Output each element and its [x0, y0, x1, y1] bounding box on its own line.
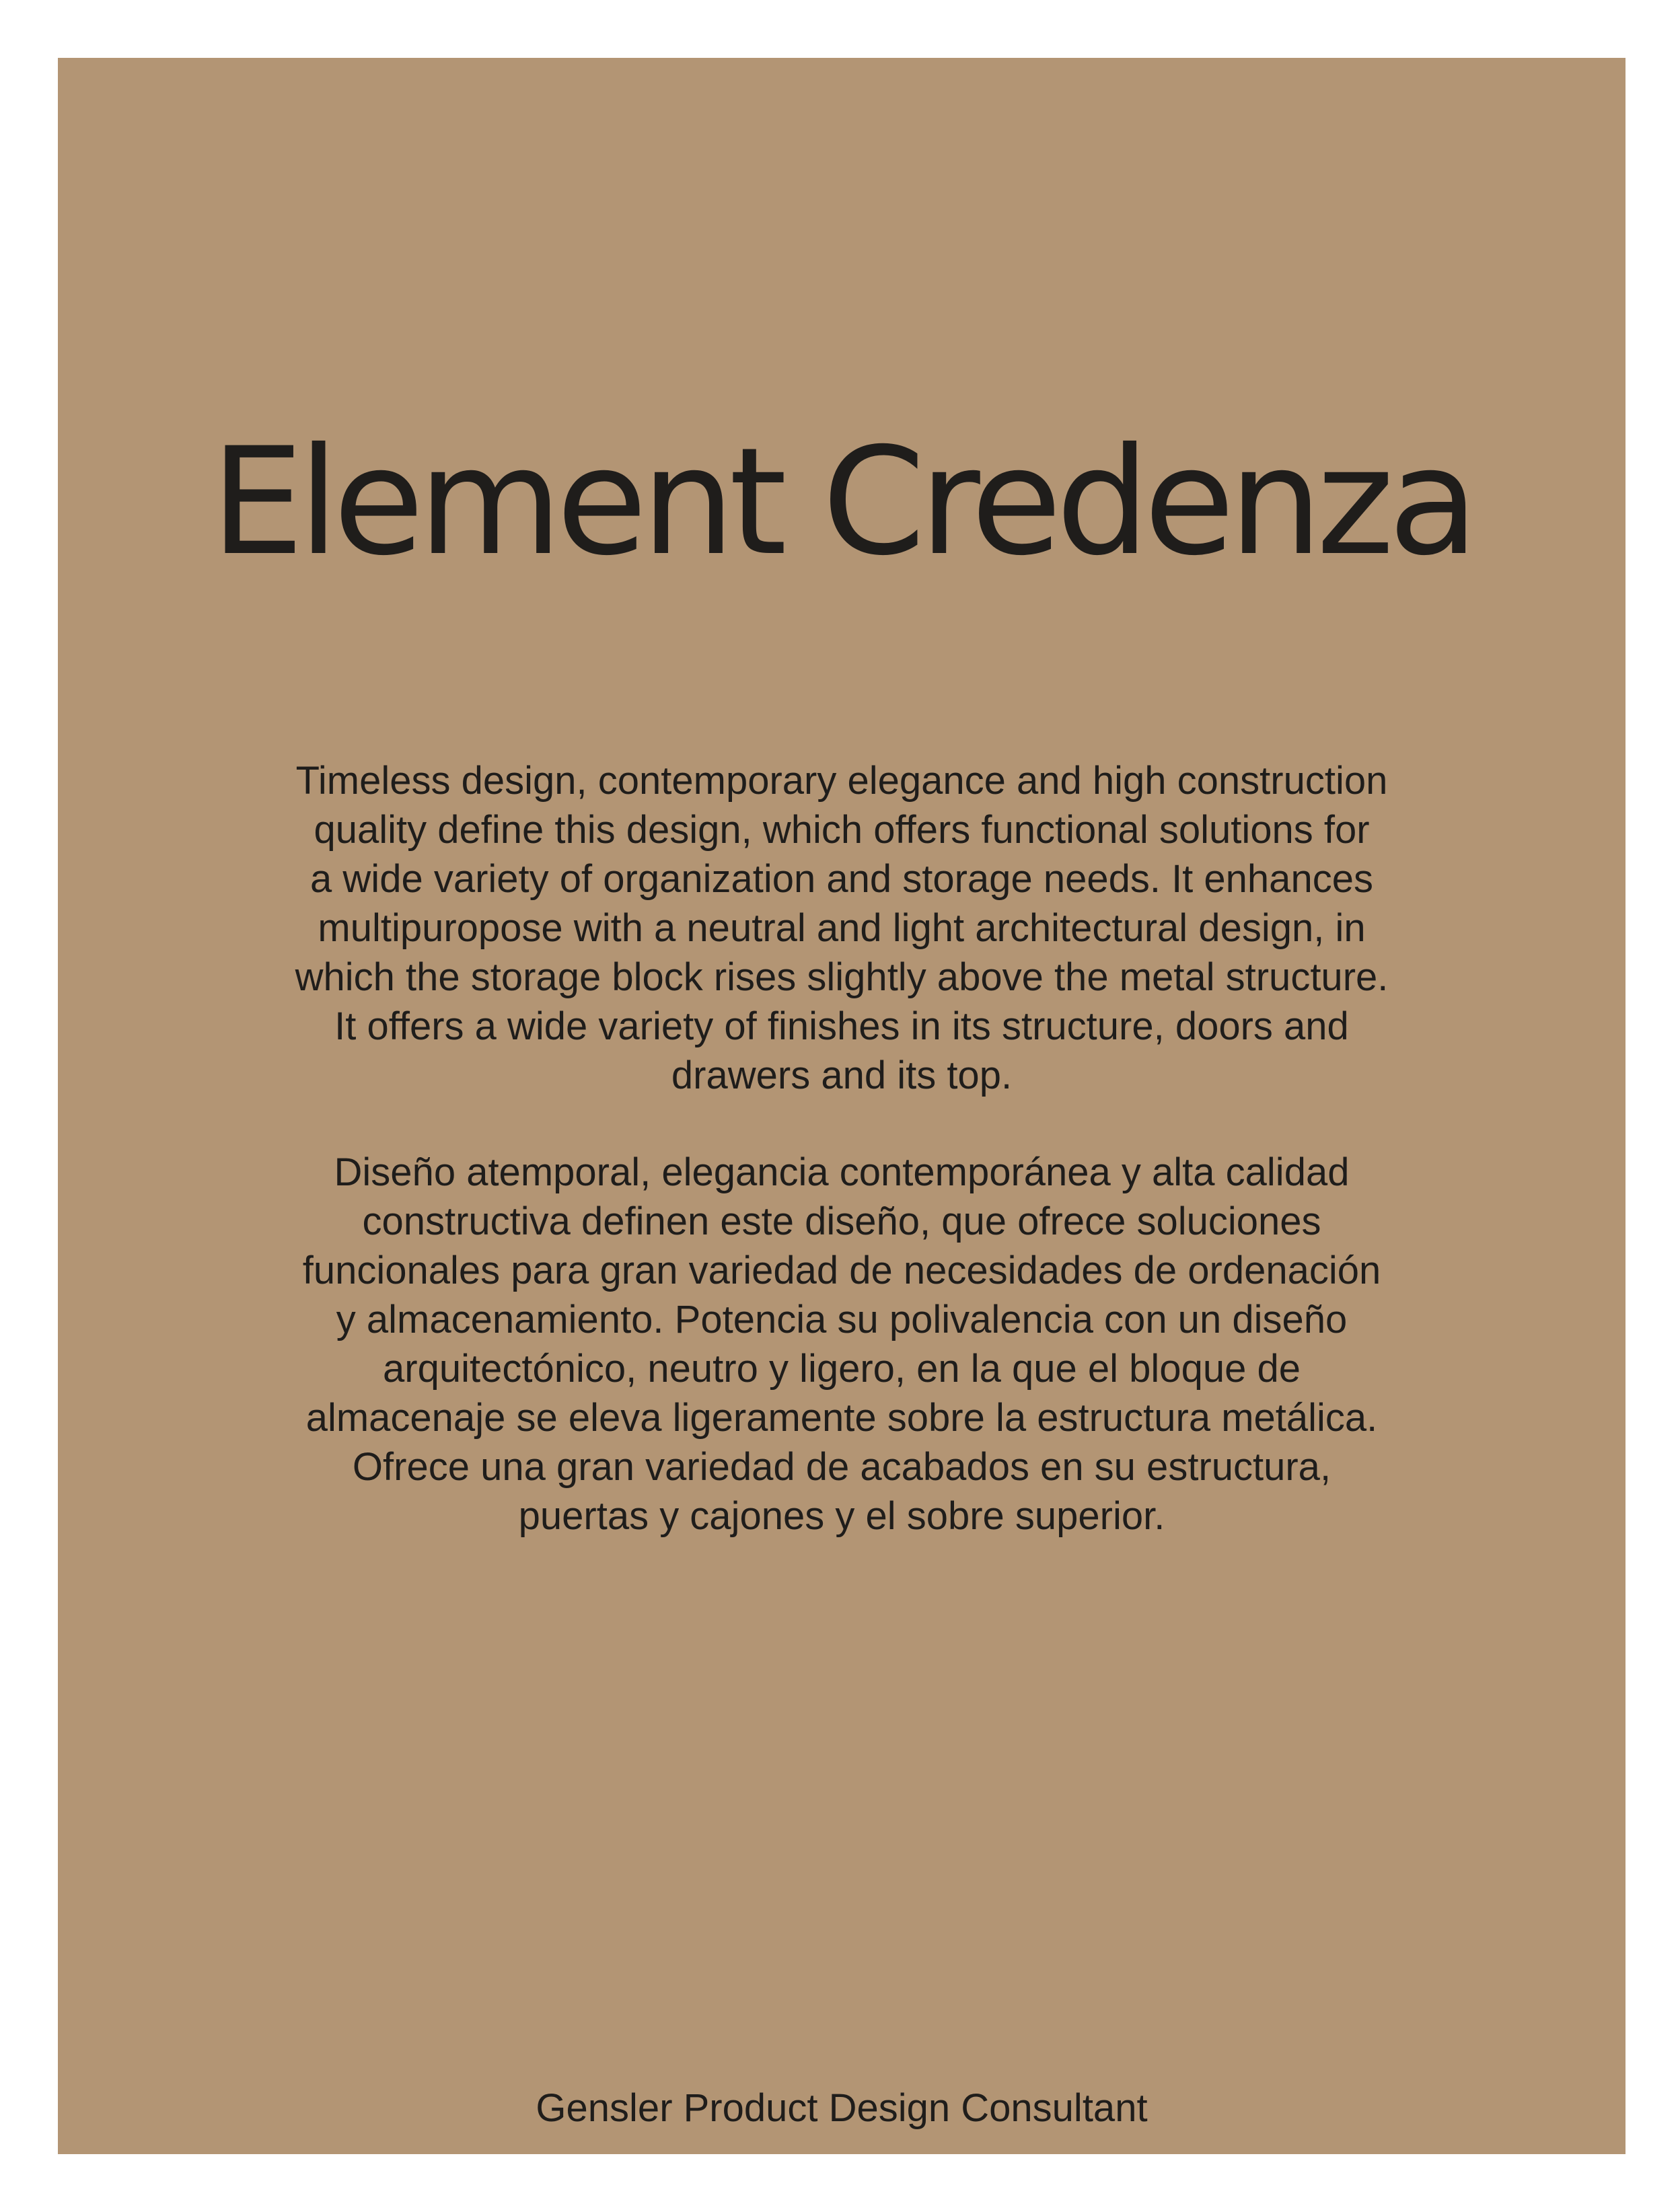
description-es-line: funcionales para gran variedad de necesidades de ordenación [302, 1249, 1381, 1292]
description-es-line: puertas y cajones y el sobre superior. [518, 1494, 1165, 1538]
description-en-line: a wide variety of organization and storage needs. It enhances [310, 857, 1373, 901]
description-es-line: y almacenamiento. Potencia su polivalencia con un diseño [336, 1298, 1348, 1341]
page-title: Element Credenza [210, 416, 1473, 588]
description-es-line: almacenaje se eleva ligeramente sobre la estructura metálica. [305, 1396, 1378, 1440]
description-en-line: drawers and its top. [671, 1054, 1013, 1097]
description-es-line: constructiva definen este diseño, que ofrece soluciones [362, 1200, 1321, 1243]
description-en-line: which the storage block rises slightly above the metal structure. [295, 955, 1389, 999]
description-es-line: Ofrece una gran variedad de acabados en su estructura, [352, 1445, 1331, 1489]
description-english [213, 756, 1471, 1100]
description-en-line: quality define this design, which offers functional solutions for [314, 808, 1370, 852]
description-en-line: It offers a wide variety of finishes in its structure, doors and [334, 1004, 1349, 1048]
description-es-line: arquitectónico, neutro y ligero, en la que el bloque de [383, 1347, 1301, 1391]
description-spanish [213, 1148, 1471, 1541]
description-es-line: Diseño atemporal, elegancia contemporánea y alta calidad [334, 1150, 1350, 1194]
description-en-line: Timeless design, contemporary elegance and high construction [295, 759, 1388, 803]
description-en-line: multipuropose with a neutral and light architectural design, in [318, 906, 1366, 950]
page-panel [58, 58, 1626, 2154]
footer-credit: Gensler Product Design Consultant [536, 2086, 1148, 2130]
